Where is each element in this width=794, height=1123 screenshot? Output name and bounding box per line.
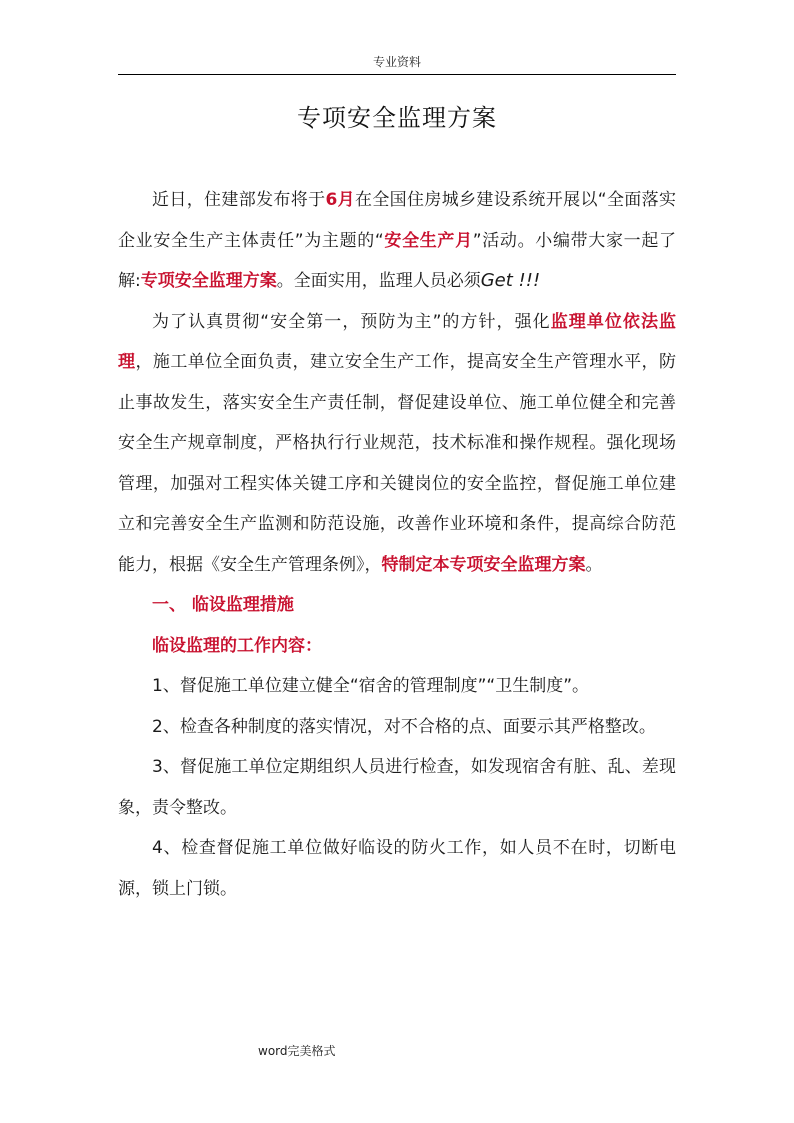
list-item-1: 1、督促施工单位建立健全“宿舍的管理制度”“卫生制度”。: [152, 676, 590, 696]
purpose-text-2: ，施工单位全面负责，建立安全生产工作，提高安全生产管理水平，防止事故发生，落实安全生产责任制，督促建设单位、施工单位健全和完善安全生产规章制度，严格执行行业规范，技术标准和操作规程。强化现场管理，加强对工程实体关键工序和关键岗位的安全监控，督促施工单位建立和完善安全生产监测和防范设施，改善作业环境和条件，提高综合防范能力，根据《安全生产管理条例》，: [118, 352, 677, 575]
document-body: [118, 180, 676, 909]
get-text: Get !!!: [480, 270, 541, 291]
subsection-heading: 临设监理的工作内容：: [152, 635, 322, 656]
purpose-paragraph: [118, 302, 676, 586]
intro-text-4: 。全面实用，监理人员必须: [276, 271, 481, 291]
section-heading: 一、 临设监理措施: [152, 595, 294, 615]
list-item-2: 2、检查各种制度的落实情况，对不合格的点、面要示其严格整改。: [152, 716, 656, 737]
purpose-text-3: 。: [585, 554, 603, 575]
intro-text-2: 在全国住房城乡建设系统开展以“全面落实企业安全生产主体责任”为主题的“: [118, 190, 676, 251]
intro-text-3: ”活动。小编带大家一起了解:: [118, 230, 676, 291]
highlight-safety-month: 安全生产月: [383, 230, 473, 251]
highlight-plan-name: 专项安全监理方案: [140, 271, 277, 291]
footer-text: word完美格式: [258, 1044, 336, 1058]
purpose-text-1: 为了认真贯彻“安全第一，预防为主”的方针，强化: [152, 311, 551, 332]
highlight-june: 6月: [325, 190, 355, 210]
page-header: [118, 54, 676, 75]
intro-text-1: 近日，住建部发布将于: [152, 190, 326, 210]
intro-paragraph: [118, 180, 676, 302]
document-title: 专项安全监理方案: [297, 104, 497, 132]
list-item-4: 4、检查督促施工单位做好临设的防火工作，如人员不在时，切断电源，锁上门锁。: [118, 838, 676, 899]
page-footer: [258, 1042, 336, 1059]
highlight-supervision: 监理单位依法监理: [118, 311, 677, 372]
highlight-formulate: 特制定本专项安全监理方案: [381, 554, 586, 575]
header-text: 专业资料: [372, 55, 421, 69]
list-item-3: 3、督促施工单位定期组织人员进行检查，如发现宿舍有脏、乱、差现象，责令整改。: [118, 757, 676, 818]
